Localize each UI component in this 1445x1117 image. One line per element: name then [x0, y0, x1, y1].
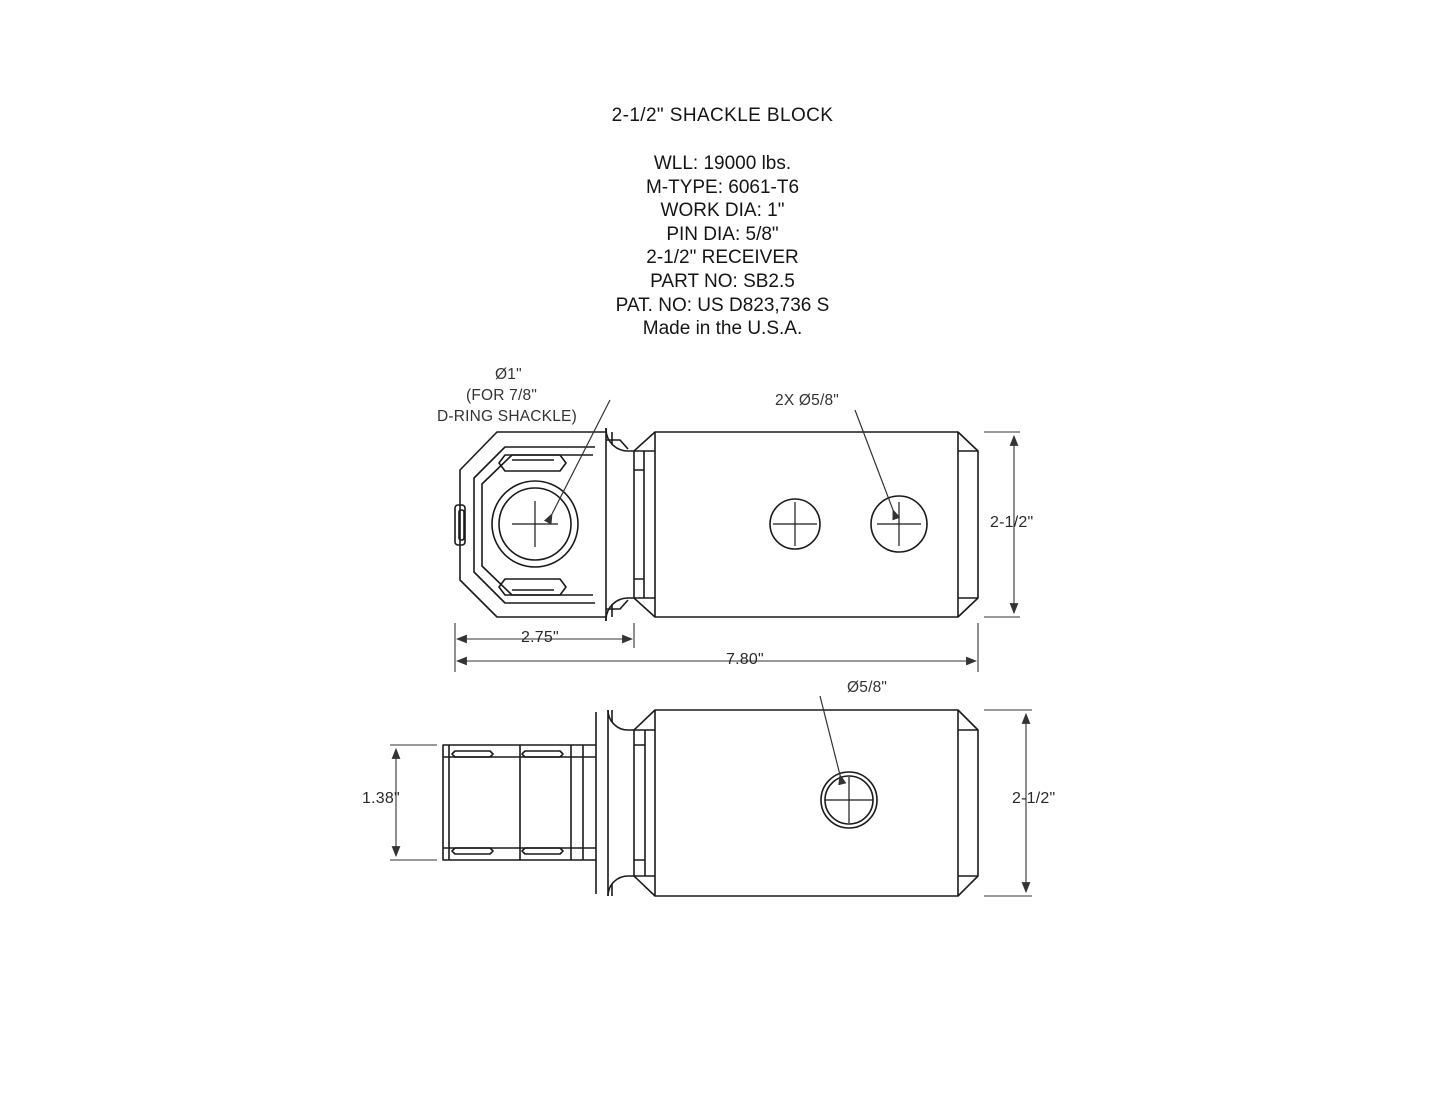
spec-material-type: M-TYPE: 6061-T6 — [645, 176, 800, 198]
spec-made-in: Made in the U.S.A. — [642, 318, 803, 340]
spec-pin-dia: PIN DIA: 5/8" — [666, 223, 779, 245]
spec-receiver: 2-1/2" RECEIVER — [646, 247, 799, 269]
bore-note-line2: D-RING SHACKLE) — [437, 408, 577, 425]
side-view-thickness-label: 1.38" — [362, 790, 400, 807]
spec-patent-no: PAT. NO: US D823,736 S — [615, 294, 830, 316]
top-view-head-length-label: 2.75" — [521, 629, 559, 646]
side-view-pin-hole-callout: Ø5/8" — [847, 679, 888, 696]
pin-holes-callout: 2X Ø5/8" — [775, 392, 839, 409]
bore-dia-callout: Ø1" — [495, 366, 522, 383]
page-title: 2-1/2" SHACKLE BLOCK — [611, 105, 834, 126]
spec-part-no: PART NO: SB2.5 — [650, 270, 795, 292]
spec-wll: WLL: 19000 lbs. — [653, 153, 792, 174]
bore-note-line1: (FOR 7/8" — [466, 387, 538, 404]
side-view-outline — [443, 710, 978, 896]
spec-work-dia: WORK DIA: 1" — [660, 200, 785, 222]
top-view-overall-length-label: 7.80" — [726, 651, 764, 668]
top-view-height-label: 2-1/2" — [990, 514, 1034, 531]
side-view-height-label: 2-1/2" — [1012, 790, 1056, 807]
top-view-leaders — [552, 400, 893, 514]
top-view-center-marks — [512, 501, 921, 547]
side-view-leader — [820, 696, 840, 775]
